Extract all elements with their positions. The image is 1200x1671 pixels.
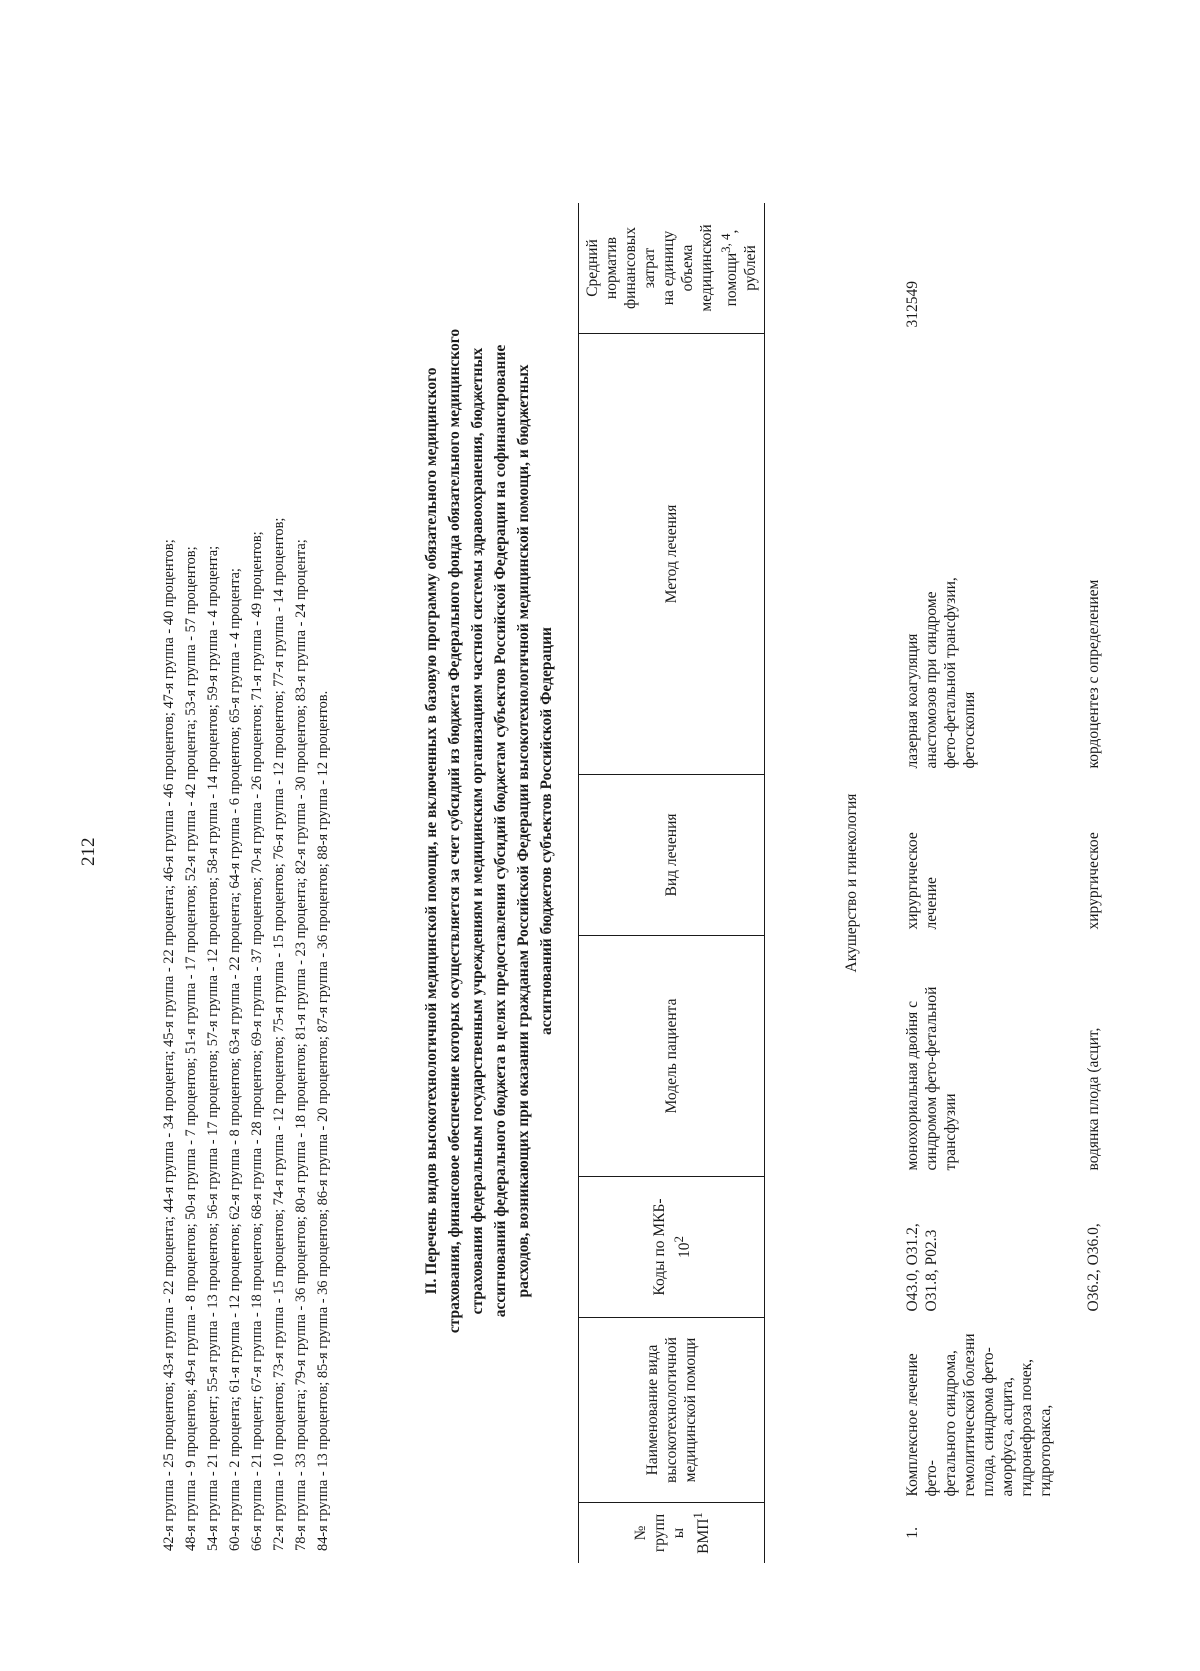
header-text: , рублей — [723, 229, 760, 291]
intro-line: 54-я группа - 21 процент; 55-я группа - 13 процентов; 56-я группа - 17 процентов; 57-я группа - 12 процентов; 58-я группа - 14 процентов; 59-я группа - 4 процента; — [205, 545, 221, 1551]
header-text: Средний норматив — [584, 236, 620, 300]
table-row — [1081, 203, 1106, 1563]
cell-treatment-type — [900, 775, 1081, 936]
cell-vmp-name — [1081, 1318, 1106, 1503]
header-text: на единицу объема — [660, 230, 696, 306]
cell-icd-codes — [900, 1177, 1081, 1318]
cell-line: хирургическое — [904, 832, 922, 930]
intro-percentages — [158, 111, 334, 1551]
header-text: помощи — [723, 252, 741, 307]
cell-line: анастомозов при синдроме — [923, 591, 941, 769]
header-patient-model: Модель пациента — [579, 936, 765, 1177]
header-icd-codes — [579, 1177, 765, 1318]
table-header-row — [579, 203, 765, 1563]
cell-number — [1081, 1503, 1106, 1564]
intro-line: 66-я группа - 21 процент; 67-я группа - 18 процентов; 68-я группа - 28 процентов; 69-я группа - 37 процентов; 70-я группа - 26 процентов; 71-я группа - 49 процентов; — [249, 531, 265, 1551]
header-vmp-name — [579, 1318, 765, 1503]
cell-line: трансфузии — [942, 1093, 960, 1171]
cell-line: плода, синдрома фето- — [980, 1347, 998, 1497]
cell-line: Комплексное лечение фето- — [904, 1353, 941, 1497]
page-number: 212 — [78, 837, 99, 866]
cell-line: синдромом фето-фетальной — [923, 986, 941, 1171]
cell-line: фетального синдрома, — [942, 1350, 960, 1497]
cell-line: аморфуса, асцита, — [999, 1377, 1017, 1497]
header-text: финансовых затрат — [622, 227, 658, 309]
table-row — [900, 203, 1081, 1563]
intro-line: 60-я группа - 2 процента; 61-я группа - 12 процентов; 62-я группа - 8 процентов; 63-я группа - 22 процента; 64-я группа - 6 процентов; 65-я группа - 4 процента; — [227, 568, 243, 1551]
header-text: ы — [669, 1527, 687, 1539]
header-text: Наименование вида — [644, 1344, 662, 1476]
section-label: Акушерство и гинекология — [842, 793, 860, 973]
footnote-mark: 2 — [670, 1236, 686, 1243]
section-title-line: ассигнований федерального бюджета в целях предоставления субсидий бюджетам субъектов Российской Федерации на софинансирование — [492, 344, 509, 1318]
intro-line: 84-я группа - 13 процентов; 85-я группа - 36 процентов; 86-я группа - 20 процентов; 87-я группа - 36 процентов; 88-я группа - 12 процентов. — [315, 690, 331, 1551]
header-treatment-method: Метод лечения — [579, 334, 765, 775]
cell-treatment-type: хирургическое — [1085, 832, 1103, 930]
cell-line: гидроторакса, — [1037, 1404, 1055, 1497]
intro-line: 72-я группа - 10 процентов; 73-я группа - 15 процентов; 74-я группа - 12 процентов; 75-я группа - 15 процентов; 76-я группа - 12 процентов; 77-я группа - 14 процентов; — [271, 517, 287, 1551]
cell-patient-model: водянка плода (асцит, — [1085, 1027, 1103, 1171]
header-text: медицинской — [698, 224, 715, 312]
header-treatment-type: Вид лечения — [579, 775, 765, 936]
cell-line: гидронефроза почек, — [1018, 1358, 1036, 1497]
section-title-line: ассигнований бюджетов субъектов Российской Федерации — [538, 627, 555, 1035]
footnote-mark: 3, 4 — [718, 233, 733, 253]
intro-line: 42-я группа - 25 процентов; 43-я группа - 22 процента; 44-я группа - 34 процента; 45-я группа - 22 процента; 46-я группа - 46 процентов; 47-я группа - 40 процентов; — [161, 539, 177, 1551]
header-text: групп — [650, 1513, 668, 1553]
section-title-line: расходов, возникающих при оказании гражданам Российской Федерации высокотехнологичной медицинской помощи, и бюджетных — [515, 364, 532, 1298]
intro-line: 48-я группа - 9 процентов; 49-я группа - 8 процентов; 50-я группа - 7 процентов; 51-я группа - 17 процентов; 52-я группа - 42 процента; 53-я группа - 57 процентов; — [183, 546, 199, 1551]
header-text: № — [631, 1525, 649, 1541]
header-text: Коды по МКБ- — [650, 1198, 668, 1296]
cell-line: фетоскопия — [961, 691, 979, 769]
cell-cost — [1081, 203, 1106, 334]
cell-patient-model — [900, 936, 1081, 1177]
cell-cost: 312549 — [904, 281, 922, 328]
section-title-line: страхования федеральным государственным учреждениям и медицинским организациям частной системы здравоохранения, бюджетных — [469, 347, 486, 1315]
footnote-mark: 1 — [689, 1512, 705, 1519]
section-title — [420, 171, 558, 1491]
cell-number: 1. — [904, 1526, 922, 1539]
cell-line: монохориальная двойня с — [904, 1001, 922, 1171]
cell-icd-codes: O36.2, O36.0, — [1085, 1223, 1103, 1312]
header-text: высокотехнологичной — [663, 1337, 681, 1483]
vmp-table — [578, 203, 1106, 1563]
section-title-line: страхования, финансовое обеспечение которых осуществляется за счет субсидий из бюджета Федерального фонда обязательного медицинского — [446, 328, 463, 1334]
cell-treatment-method — [900, 334, 1081, 775]
cell-line: гемолитической болезни — [961, 1333, 979, 1497]
cell-line: O31.8, P02.3 — [923, 1229, 941, 1312]
header-text: ВМП — [694, 1518, 712, 1554]
header-cost-standard — [579, 203, 765, 334]
cell-line: лечение — [923, 877, 941, 930]
cell-line: фето-фетальной трансфузии, — [942, 577, 960, 769]
cell-vmp-name — [900, 1318, 1081, 1503]
header-text: медицинской помощи — [682, 1337, 700, 1483]
section-row — [765, 203, 901, 1563]
cell-line: лазерная коагуляция — [904, 633, 922, 769]
intro-line: 78-я группа - 33 процента; 79-я группа - 36 процентов; 80-я группа - 18 процентов; 81-я группа - 23 процента; 82-я группа - 30 процентов; 83-я группа - 24 процента; — [293, 539, 309, 1551]
section-title-line: II. Перечень видов высокотехнологичной медицинской помощи, не включенных в базовую программу обязательного медицинского — [423, 367, 440, 1295]
cell-line: O43.0, O31.2, — [904, 1223, 922, 1312]
header-group-number — [579, 1503, 765, 1564]
header-text: 10 — [675, 1242, 693, 1258]
cell-treatment-method: кордоцентез с определением — [1085, 579, 1103, 769]
